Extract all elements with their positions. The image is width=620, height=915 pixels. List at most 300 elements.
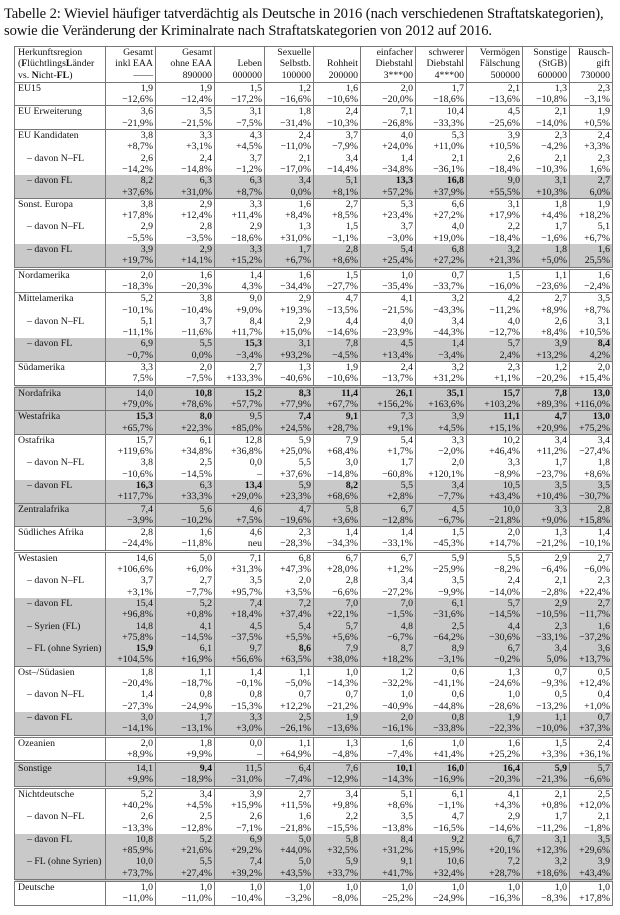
change-value: −4,5% bbox=[332, 349, 358, 361]
ratio-value: 1,7 bbox=[554, 457, 567, 469]
ratio-value: 1,0 bbox=[345, 882, 358, 894]
change-value: −37,2% bbox=[579, 631, 610, 643]
ratio-value: 2,8 bbox=[199, 221, 212, 233]
data-cell bbox=[265, 787, 314, 811]
data-cell bbox=[361, 503, 416, 527]
change-value: −26,8% bbox=[382, 117, 413, 129]
row-label: EU15 bbox=[15, 82, 106, 106]
row-label: – FL (ohne Syrien) bbox=[15, 643, 106, 666]
ratio-value: 14,0 bbox=[135, 387, 153, 399]
data-cell bbox=[156, 551, 215, 575]
ratio-value: 3,9 bbox=[451, 411, 464, 423]
change-value: −12,7% bbox=[489, 327, 520, 339]
change-value: +23,4% bbox=[382, 210, 413, 222]
change-value: 4,3% bbox=[241, 280, 262, 292]
ratio-value: 3,0 bbox=[345, 457, 358, 469]
ratio-value: 6,8 bbox=[451, 244, 464, 256]
table-row bbox=[15, 712, 613, 736]
data-cell bbox=[361, 643, 416, 666]
change-value: −44,3% bbox=[433, 327, 464, 339]
data-cell bbox=[361, 527, 416, 552]
data-cell bbox=[523, 811, 570, 834]
ratio-value: 1,6 bbox=[597, 620, 610, 632]
row-label: Nordamerika bbox=[15, 268, 106, 293]
data-cell bbox=[570, 643, 613, 666]
ratio-value: 1,0 bbox=[451, 737, 464, 749]
change-value: +32,4% bbox=[433, 867, 464, 879]
change-value: +37,6% bbox=[122, 186, 153, 198]
data-cell bbox=[361, 244, 416, 268]
ratio-value: 3,5 bbox=[554, 479, 567, 491]
data-cell bbox=[156, 153, 215, 176]
ratio-value: 10,8 bbox=[135, 833, 153, 845]
change-value: +32,5% bbox=[327, 845, 358, 857]
data-cell bbox=[523, 689, 570, 712]
change-value: −4,2% bbox=[541, 141, 567, 153]
data-cell bbox=[106, 575, 156, 598]
ratio-value: 14,8 bbox=[135, 620, 153, 632]
change-value: +14,1% bbox=[181, 255, 212, 267]
header-line: Gesamt bbox=[182, 47, 212, 58]
ratio-value: 0,8 bbox=[199, 689, 212, 701]
ratio-value: 3,5 bbox=[199, 106, 212, 118]
ratio-value: 3,4 bbox=[199, 788, 212, 800]
change-value: 7,5% bbox=[132, 373, 153, 385]
change-value: −14,5% bbox=[181, 631, 212, 643]
change-value: −11,0% bbox=[122, 893, 153, 905]
change-value: +9,0% bbox=[541, 514, 567, 526]
change-value: +85,9% bbox=[122, 845, 153, 857]
table-row bbox=[15, 787, 613, 811]
data-cell bbox=[570, 689, 613, 712]
data-cell bbox=[265, 643, 314, 666]
data-cell bbox=[570, 338, 613, 361]
change-value: −7,5% bbox=[186, 373, 212, 385]
change-value: −13,8% bbox=[382, 822, 413, 834]
data-cell bbox=[265, 551, 314, 575]
ratio-value: 1,5 bbox=[345, 269, 358, 281]
change-value: +47,3% bbox=[280, 564, 311, 576]
change-value: +1,7% bbox=[387, 446, 413, 458]
change-value: −12,8% bbox=[382, 514, 413, 526]
change-value: −33,8% bbox=[433, 723, 464, 735]
change-value: +8,9% bbox=[127, 748, 153, 760]
data-cell bbox=[215, 316, 265, 339]
data-cell bbox=[215, 503, 265, 527]
ratio-value: 6,9 bbox=[140, 338, 153, 350]
data-cell bbox=[314, 503, 361, 527]
change-value: −11,6% bbox=[181, 327, 212, 339]
ratio-value: 2,3 bbox=[554, 130, 567, 142]
data-cell bbox=[106, 106, 156, 130]
change-value: +104,5% bbox=[117, 654, 153, 666]
data-cell bbox=[215, 643, 265, 666]
data-cell bbox=[523, 457, 570, 480]
change-value: 0,0% bbox=[191, 349, 212, 361]
change-value: −14,1% bbox=[122, 723, 153, 735]
change-value: +106,6% bbox=[117, 564, 153, 576]
ratio-value: 3,3 bbox=[249, 711, 262, 723]
data-cell bbox=[570, 736, 613, 762]
header-line: (FlüchtlingsLänder bbox=[18, 58, 95, 70]
header-line: Leben bbox=[237, 58, 262, 70]
change-value: −2,8% bbox=[541, 586, 567, 598]
data-cell bbox=[314, 362, 361, 387]
column-header bbox=[314, 47, 361, 83]
data-cell bbox=[314, 551, 361, 575]
data-cell bbox=[314, 175, 361, 198]
data-cell bbox=[416, 480, 467, 503]
row-label: – davon N–FL bbox=[15, 811, 106, 834]
data-cell bbox=[416, 666, 467, 689]
data-cell bbox=[106, 881, 156, 906]
data-cell bbox=[570, 411, 613, 435]
data-cell bbox=[361, 338, 416, 361]
ratio-value: 2,4 bbox=[597, 737, 610, 749]
data-cell bbox=[523, 386, 570, 411]
data-cell bbox=[416, 575, 467, 598]
change-value: +3,3% bbox=[541, 748, 567, 760]
ratio-value: 1,9 bbox=[597, 106, 610, 118]
data-cell bbox=[265, 316, 314, 339]
data-cell bbox=[215, 221, 265, 244]
table-row bbox=[15, 598, 613, 621]
data-cell bbox=[314, 244, 361, 268]
data-cell bbox=[156, 666, 215, 689]
change-value: +27,4% bbox=[181, 867, 212, 879]
ratio-value: 2,6 bbox=[140, 811, 153, 823]
data-cell bbox=[416, 175, 467, 198]
ratio-value: 4,0 bbox=[400, 130, 413, 142]
row-label: – Syrien (FL) bbox=[15, 621, 106, 644]
row-label: Südliches Afrika bbox=[15, 527, 106, 552]
data-cell bbox=[215, 689, 265, 712]
ratio-value: 5,5 bbox=[298, 457, 311, 469]
data-cell bbox=[215, 362, 265, 387]
ratio-value: 7,2 bbox=[507, 856, 520, 868]
change-value: −11,1% bbox=[122, 327, 153, 339]
change-value: +6,7% bbox=[584, 232, 610, 244]
ratio-value: 0,7 bbox=[345, 689, 358, 701]
change-value: −31,6% bbox=[433, 609, 464, 621]
data-cell bbox=[215, 762, 265, 788]
ratio-value: 3,1 bbox=[507, 198, 520, 210]
ratio-value: 0,7 bbox=[597, 711, 610, 723]
change-value: +10,4% bbox=[536, 491, 567, 503]
ratio-value: 1,0 bbox=[507, 689, 520, 701]
data-cell bbox=[416, 551, 467, 575]
data-cell bbox=[265, 480, 314, 503]
change-value: +6,7% bbox=[285, 255, 311, 267]
change-value: −3,9% bbox=[127, 514, 153, 526]
change-value: +3,0% bbox=[236, 723, 262, 735]
change-value: +15,9% bbox=[433, 845, 464, 857]
ratio-value: 5,1 bbox=[400, 788, 413, 800]
change-value: −43,3% bbox=[433, 304, 464, 316]
change-value: – bbox=[257, 748, 262, 760]
change-value: −7,7% bbox=[186, 586, 212, 598]
ratio-value: 1,4 bbox=[249, 666, 262, 678]
data-cell bbox=[523, 621, 570, 644]
change-value: +68,6% bbox=[327, 491, 358, 503]
ratio-value: 5,9 bbox=[451, 552, 464, 564]
data-cell bbox=[265, 666, 314, 689]
change-value: −0,2% bbox=[494, 654, 520, 666]
change-value: −25,2% bbox=[382, 893, 413, 905]
change-value: +27,2% bbox=[433, 210, 464, 222]
crime-rate-table bbox=[14, 46, 613, 906]
data-cell bbox=[106, 527, 156, 552]
data-cell bbox=[106, 221, 156, 244]
change-value: +57,7% bbox=[231, 398, 262, 410]
data-cell bbox=[570, 362, 613, 387]
ratio-value: 16,0 bbox=[446, 763, 464, 775]
ratio-value: 11,5 bbox=[245, 763, 262, 775]
change-value: −1,5% bbox=[387, 609, 413, 621]
ratio-value: 5,4 bbox=[298, 620, 311, 632]
ratio-value: 3,4 bbox=[554, 434, 567, 446]
ratio-value: 1,7 bbox=[554, 221, 567, 233]
table-caption: Tabelle 2: Wieviel häufiger tatverdächtig als Deutsche in 2016 (nach verschiedenen Straftatskategorien), sowie die Veränderung der Kriminalrate nach Straftatskategorien von 2012 auf 2016. bbox=[4, 6, 604, 39]
change-value: −3,4% bbox=[236, 349, 262, 361]
change-value: −18,6% bbox=[231, 232, 262, 244]
data-cell bbox=[156, 787, 215, 811]
change-value: −22,3% bbox=[489, 723, 520, 735]
data-cell bbox=[106, 811, 156, 834]
ratio-value: 0,7 bbox=[298, 689, 311, 701]
ratio-value: 4,0 bbox=[451, 221, 464, 233]
ratio-value: 5,7 bbox=[597, 763, 610, 775]
change-value: +11,5% bbox=[280, 800, 311, 811]
change-value: −1,1% bbox=[438, 800, 464, 811]
ratio-value: 15,7 bbox=[502, 387, 520, 399]
data-cell bbox=[314, 411, 361, 435]
table-row bbox=[15, 527, 613, 552]
ratio-value: 3,8 bbox=[140, 457, 153, 469]
row-label: – davon FL bbox=[15, 244, 106, 268]
ratio-value: 11,4 bbox=[341, 387, 358, 399]
ratio-value: 5,4 bbox=[400, 244, 413, 256]
data-cell bbox=[156, 411, 215, 435]
change-value: −14,5% bbox=[489, 609, 520, 621]
data-cell bbox=[416, 457, 467, 480]
row-label: – davon N–FL bbox=[15, 457, 106, 480]
data-cell bbox=[265, 221, 314, 244]
ratio-value: 1,7 bbox=[451, 82, 464, 94]
ratio-value: 2,3 bbox=[507, 362, 520, 374]
data-cell bbox=[314, 293, 361, 316]
data-cell bbox=[156, 834, 215, 857]
ratio-value: 1,3 bbox=[298, 362, 311, 374]
change-value: +37,3% bbox=[579, 723, 610, 735]
data-cell bbox=[570, 106, 613, 130]
ratio-value: 2,7 bbox=[597, 552, 610, 564]
change-value: −40,9% bbox=[382, 700, 413, 712]
change-value: −6,7% bbox=[387, 631, 413, 643]
ratio-value: 1,5 bbox=[554, 737, 567, 749]
change-value: −27,3% bbox=[122, 700, 153, 712]
change-value: +5,5% bbox=[285, 631, 311, 643]
row-label: – davon N–FL bbox=[15, 689, 106, 712]
ratio-value: 0,8 bbox=[451, 711, 464, 723]
data-cell bbox=[467, 689, 523, 712]
header-line: Rausch- bbox=[577, 47, 610, 58]
change-value: +22,3% bbox=[181, 422, 212, 434]
ratio-value: 8,4 bbox=[249, 315, 262, 327]
data-cell bbox=[265, 762, 314, 788]
data-cell bbox=[416, 527, 467, 552]
change-value: +116,0% bbox=[574, 398, 610, 410]
ratio-value: 15,3 bbox=[135, 411, 153, 423]
change-value: +56,6% bbox=[231, 654, 262, 666]
table-row bbox=[15, 434, 613, 457]
data-cell bbox=[523, 598, 570, 621]
ratio-value: 1,4 bbox=[249, 269, 262, 281]
change-value: +7,5% bbox=[236, 514, 262, 526]
change-value: +18,6% bbox=[536, 867, 567, 879]
data-cell bbox=[156, 268, 215, 293]
change-value: +28,7% bbox=[327, 422, 358, 434]
header-line bbox=[218, 47, 262, 58]
ratio-value: 2,6 bbox=[140, 152, 153, 164]
header-line: Vermögen bbox=[479, 47, 520, 58]
change-value: −7,4% bbox=[285, 774, 311, 786]
change-value: −18,7% bbox=[181, 678, 212, 690]
change-value: −31,4% bbox=[280, 117, 311, 129]
change-value: +8,5% bbox=[332, 210, 358, 222]
table-row bbox=[15, 480, 613, 503]
ratio-value: 5,7 bbox=[507, 338, 520, 350]
data-cell bbox=[570, 457, 613, 480]
change-value: +3,1% bbox=[186, 141, 212, 153]
ratio-value: 15,3 bbox=[244, 338, 262, 350]
ratio-value: 1,9 bbox=[507, 711, 520, 723]
data-cell bbox=[106, 643, 156, 666]
data-cell bbox=[106, 712, 156, 736]
change-value: +33,7% bbox=[327, 867, 358, 879]
ratio-value: 2,0 bbox=[507, 527, 520, 539]
data-cell bbox=[265, 503, 314, 527]
ratio-value: 3,9 bbox=[249, 788, 262, 800]
change-value: −10,3% bbox=[327, 117, 358, 129]
change-value: −21,5% bbox=[382, 304, 413, 316]
change-value: −21,2% bbox=[327, 700, 358, 712]
header-line: vs. Nicht-FL) bbox=[18, 69, 73, 81]
data-cell bbox=[467, 175, 523, 198]
header-line: Rohheit bbox=[326, 58, 358, 70]
change-value: +16,9% bbox=[181, 654, 212, 666]
change-value: +40,2% bbox=[122, 800, 153, 811]
header-line: (StGB) bbox=[538, 58, 567, 70]
data-cell bbox=[215, 457, 265, 480]
column-header bbox=[416, 47, 467, 83]
ratio-value: 7,4 bbox=[298, 411, 311, 423]
change-value: −64,2% bbox=[433, 631, 464, 643]
data-cell bbox=[523, 712, 570, 736]
data-cell bbox=[523, 130, 570, 153]
data-cell bbox=[570, 175, 613, 198]
change-value: −15,3% bbox=[231, 700, 262, 712]
data-cell bbox=[265, 434, 314, 457]
data-cell bbox=[265, 598, 314, 621]
ratio-value: 2,8 bbox=[345, 244, 358, 256]
data-cell bbox=[523, 244, 570, 268]
data-cell bbox=[570, 762, 613, 788]
data-cell bbox=[265, 621, 314, 644]
ratio-value: 1,6 bbox=[597, 244, 610, 256]
change-value: −16,1% bbox=[382, 723, 413, 735]
change-value: +5,0% bbox=[541, 255, 567, 267]
data-cell bbox=[570, 834, 613, 857]
ratio-value: 3,2 bbox=[451, 362, 464, 374]
data-cell bbox=[523, 503, 570, 527]
data-cell bbox=[156, 856, 215, 880]
ratio-value: 10,0 bbox=[135, 856, 153, 868]
column-header bbox=[570, 47, 613, 83]
data-cell bbox=[314, 881, 361, 906]
change-value: −34,8% bbox=[382, 163, 413, 175]
change-value: +20,1% bbox=[489, 845, 520, 857]
data-cell bbox=[416, 106, 467, 130]
data-cell bbox=[523, 736, 570, 762]
data-cell bbox=[570, 666, 613, 689]
row-label: Sonstige bbox=[15, 762, 106, 788]
data-cell bbox=[570, 598, 613, 621]
change-value: +29,2% bbox=[231, 845, 262, 857]
data-cell bbox=[215, 268, 265, 293]
data-cell bbox=[523, 666, 570, 689]
change-value: +64,9% bbox=[280, 748, 311, 760]
data-cell bbox=[106, 834, 156, 857]
ratio-value: 2,9 bbox=[249, 221, 262, 233]
data-cell bbox=[416, 689, 467, 712]
change-value: +8,6% bbox=[584, 468, 610, 480]
column-header bbox=[265, 47, 314, 83]
ratio-value: 2,1 bbox=[451, 152, 464, 164]
data-cell bbox=[215, 175, 265, 198]
change-value: 25,5% bbox=[584, 255, 610, 267]
table-row bbox=[15, 268, 613, 293]
data-cell bbox=[523, 856, 570, 880]
data-cell bbox=[215, 198, 265, 221]
ratio-value: 6,8 bbox=[298, 552, 311, 564]
ratio-value: 3,7 bbox=[249, 152, 262, 164]
change-value: +12,4% bbox=[579, 678, 610, 690]
change-value: +13,2% bbox=[536, 349, 567, 361]
data-cell bbox=[467, 153, 523, 176]
data-cell bbox=[523, 106, 570, 130]
change-value: +78,6% bbox=[181, 398, 212, 410]
data-cell bbox=[265, 244, 314, 268]
ratio-value: 1,5 bbox=[507, 269, 520, 281]
change-value: +25,2% bbox=[489, 748, 520, 760]
data-cell bbox=[265, 268, 314, 293]
change-value: +0,5% bbox=[584, 117, 610, 129]
data-cell bbox=[467, 598, 523, 621]
ratio-value: 1,2 bbox=[400, 666, 413, 678]
change-value: −11,2% bbox=[536, 822, 567, 834]
data-cell bbox=[215, 736, 265, 762]
crime-rate-table-container bbox=[14, 46, 608, 906]
ratio-value: 3,8 bbox=[199, 293, 212, 305]
data-cell bbox=[467, 386, 523, 411]
ratio-value: 9,0 bbox=[507, 175, 520, 187]
header-line: 100000 bbox=[281, 69, 311, 81]
ratio-value: 2,9 bbox=[199, 198, 212, 210]
ratio-value: 2,0 bbox=[451, 457, 464, 469]
change-value: −2,0% bbox=[438, 446, 464, 458]
column-header bbox=[106, 47, 156, 83]
